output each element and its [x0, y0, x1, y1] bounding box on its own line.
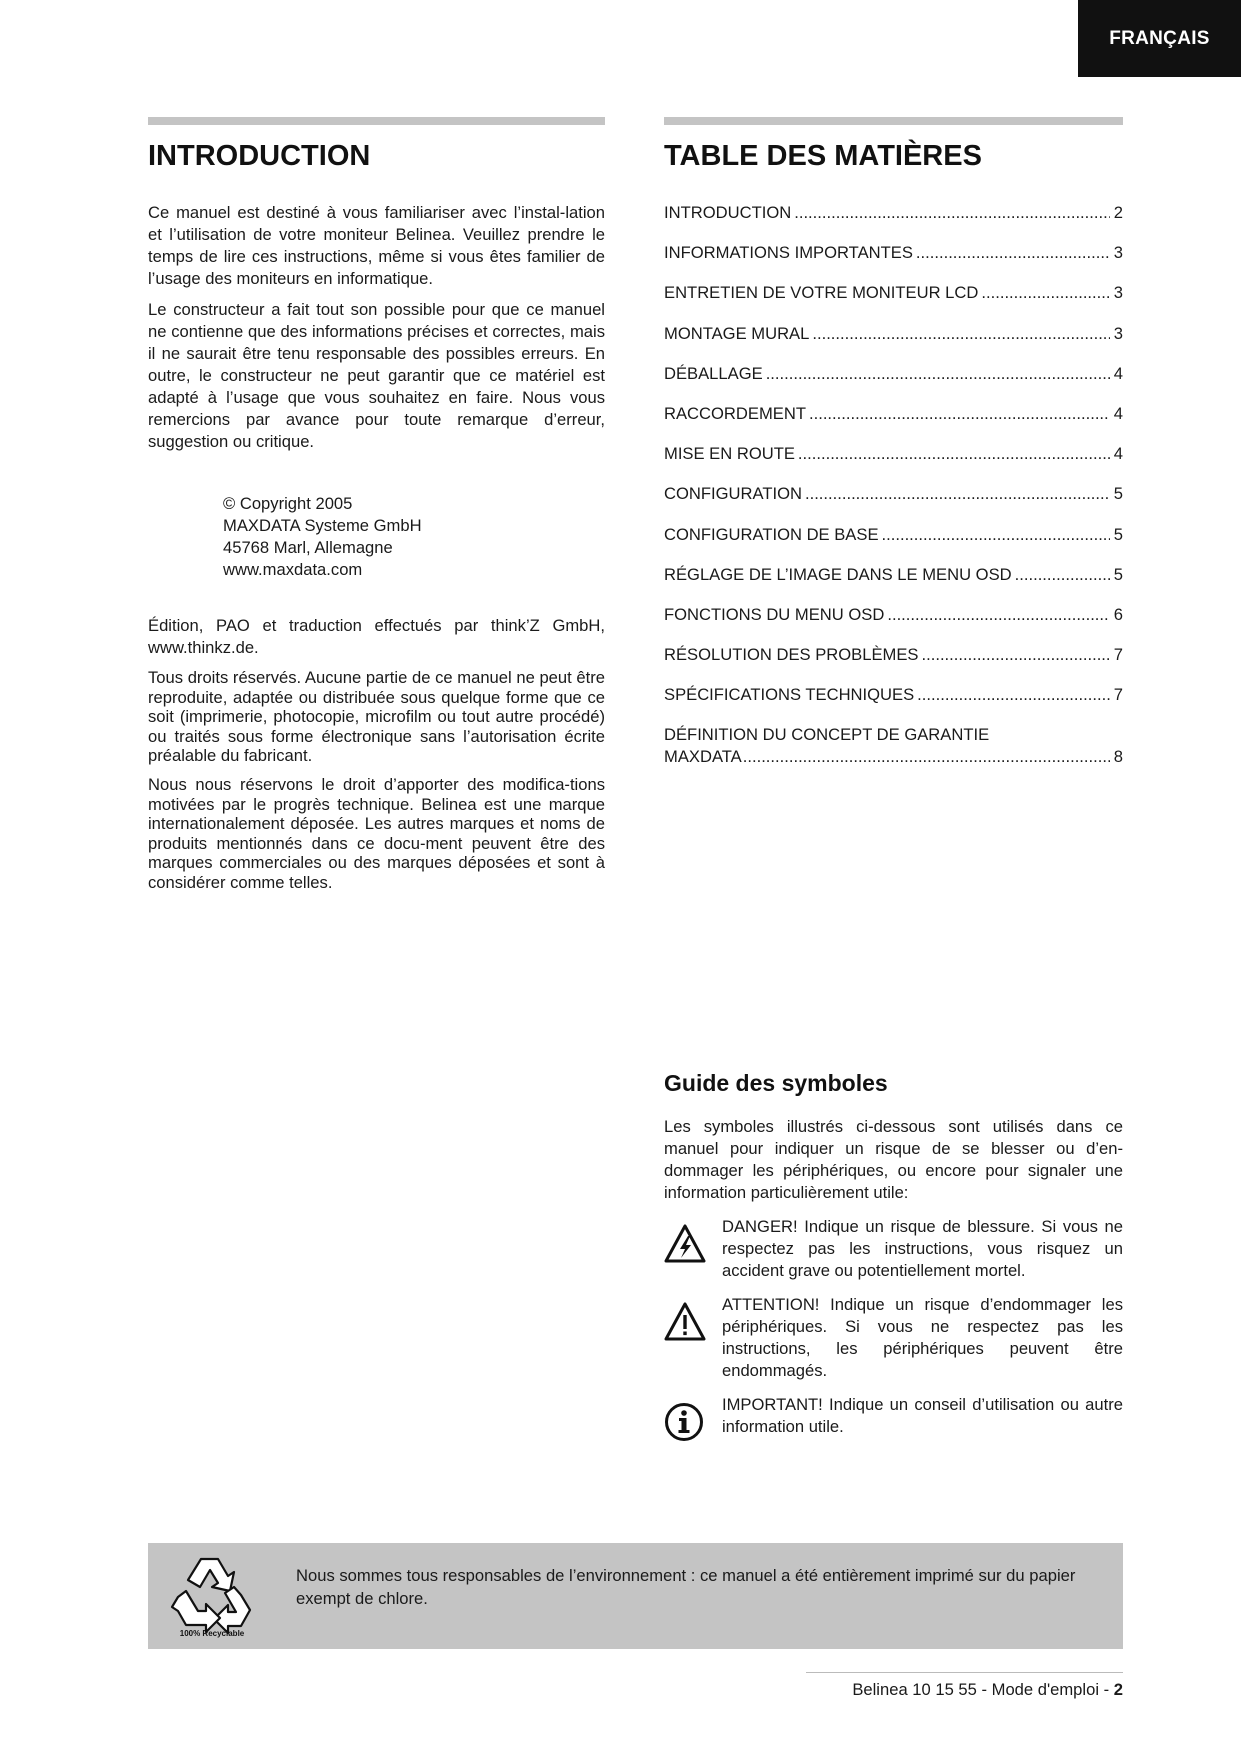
- toc-entry[interactable]: [664, 546, 1123, 586]
- toc-entry[interactable]: [664, 465, 1123, 505]
- toc-entry-title: MONTAGE MURAL: [664, 323, 810, 343]
- copyright-line: © Copyright 2005: [223, 494, 353, 513]
- toc-leader-dots: [981, 282, 1109, 304]
- toc-entry-page: 4: [1113, 363, 1123, 383]
- toc-entry[interactable]: [664, 224, 1123, 264]
- introduction-column: [148, 117, 605, 902]
- toc-entry-title: RÉSOLUTION DES PROBLÈMES: [664, 645, 919, 665]
- section-rule: [148, 117, 605, 125]
- danger-high-voltage-icon: [664, 1224, 706, 1264]
- page-footer: [852, 1680, 1123, 1700]
- toc-leader-dots: [1015, 564, 1110, 586]
- toc-leader-dots: [812, 323, 1109, 345]
- toc-leader-dots: [916, 242, 1110, 264]
- toc-heading: TABLE DES MATIÈRES: [664, 140, 982, 172]
- toc-entry-page: 2: [1113, 203, 1123, 222]
- footer-text: Belinea 10 15 55 - Mode d'emploi -: [852, 1680, 1114, 1699]
- toc-entry-page: 6: [1113, 604, 1123, 624]
- toc-entry-page: 8: [1113, 747, 1123, 767]
- toc-entry-page: 5: [1113, 564, 1123, 584]
- toc-leader-dots: [766, 363, 1110, 385]
- translation-credit: Édition, PAO et traduction effectués par think’Z GmbH, www.thinkz.de.: [148, 616, 605, 657]
- toc-entry-title-continued: MAXDATA: [664, 747, 742, 767]
- toc-leader-dots: [798, 443, 1110, 465]
- toc-entry-title: ENTRETIEN DE VOTRE MONITEUR LCD: [664, 283, 979, 303]
- toc-entry-title: DÉFINITION DU CONCEPT DE GARANTIE: [664, 725, 990, 745]
- toc-entry[interactable]: [664, 385, 1123, 425]
- symbols-guide: [664, 1068, 1123, 1447]
- symbol-description: ATTENTION! Indique un risque d’endommager les périphériques. Si vous ne respectez pas les instructions, les périphériques peuvent être endommagés.: [722, 1295, 1123, 1380]
- toc-entry-title: CONFIGURATION DE BASE: [664, 524, 879, 544]
- toc-leader-dots: [882, 524, 1110, 546]
- company-website: www.maxdata.com: [223, 560, 363, 579]
- toc-leader-dots: [887, 604, 1109, 626]
- copyright-block: [223, 493, 605, 581]
- toc-leader-dots: [917, 684, 1110, 706]
- toc-entry-title: MISE EN ROUTE: [664, 444, 795, 464]
- toc-entry[interactable]: [664, 345, 1123, 385]
- toc-entry-page: 7: [1113, 685, 1123, 705]
- recyclable-label: 100% Recyclable: [179, 1629, 245, 1638]
- toc-entry[interactable]: [664, 724, 1123, 768]
- toc-entry-page: 7: [1113, 645, 1123, 665]
- environment-text: Nous sommes tous responsables de l’environnement : ce manuel a été entièrement imprimé sur du papier exempt de chlore.: [296, 1566, 1076, 1608]
- section-rule: [664, 117, 1123, 125]
- toc-entry[interactable]: [664, 626, 1123, 666]
- toc-entry-page: 4: [1113, 444, 1123, 464]
- toc-entry-title: FONCTIONS DU MENU OSD: [664, 604, 885, 624]
- toc-leader-dots: [809, 403, 1110, 425]
- toc-entry-page: 5: [1113, 484, 1123, 504]
- legal-notes: [148, 615, 605, 893]
- introduction-heading: INTRODUCTION: [148, 140, 371, 172]
- toc-entry-title: CONFIGURATION: [664, 484, 802, 504]
- symbol-description: IMPORTANT! Indique un conseil d’utilisation ou autre information utile.: [722, 1395, 1123, 1436]
- toc-leader-dots: [922, 644, 1110, 666]
- toc-entry-title: SPÉCIFICATIONS TECHNIQUES: [664, 685, 915, 705]
- trademark-paragraph: Nous nous réservons le droit d’apporter des modifica-tions motivées par le progrès technique. Belinea est une marque internationalement déposée. Les autres marques et noms de produits mentionnés dans ce docu-ment peuvent être des marques commerciales ou des marques déposées et sont à considérer comme telles.: [148, 774, 605, 892]
- toc-entry[interactable]: [664, 425, 1123, 465]
- toc-entry[interactable]: [664, 586, 1123, 626]
- toc-leader-dots: [743, 746, 1110, 768]
- toc-entry[interactable]: [664, 304, 1123, 344]
- company-name: MAXDATA Systeme GmbH: [223, 516, 422, 535]
- symbol-item-warning: [664, 1294, 1123, 1382]
- symbol-description: DANGER! Indique un risque de blessure. Si vous ne respectez pas les instructions, vous risquez un accident grave ou potentiellement mortel.: [722, 1217, 1123, 1280]
- toc-entry-page: 5: [1113, 524, 1123, 544]
- symbols-guide-intro: Les symboles illustrés ci-dessous sont utilisés dans ce manuel pour indiquer un risque de se blesser ou d’en-dommager les périphériques, ou encore pour signaler une information particulièrement utile:: [664, 1117, 1123, 1202]
- toc-entry-page: 3: [1113, 243, 1123, 263]
- toc-entry[interactable]: [664, 666, 1123, 706]
- table-of-contents: [664, 202, 1123, 768]
- toc-entry[interactable]: [664, 264, 1123, 304]
- introduction-paragraph: Le constructeur a fait tout son possible pour que ce manuel ne contienne que des informations précises et correctes, mais il ne saurait être tenu responsable des possibles erreurs. En outre, le constructeur ne peut garantir que ce matériel est adapté à l’usage que vous souhaitez en faire. Nous vous remercions par avance pour toute remarque d’erreur, suggestion ou critique.: [148, 300, 605, 451]
- company-address: 45768 Marl, Allemagne: [223, 538, 393, 557]
- toc-entry[interactable]: [664, 505, 1123, 545]
- introduction-body: [148, 202, 605, 453]
- symbol-item-important: [664, 1394, 1123, 1447]
- toc-entry-page: 4: [1113, 403, 1123, 423]
- environment-notice: [148, 1543, 1123, 1649]
- toc-entry-page: 3: [1113, 283, 1123, 303]
- symbol-item-danger: [664, 1216, 1123, 1282]
- toc-entry[interactable]: [664, 202, 1123, 224]
- footer-rule: [806, 1672, 1123, 1673]
- page-number: 2: [1113, 1680, 1123, 1699]
- toc-entry-title: INFORMATIONS IMPORTANTES: [664, 243, 913, 263]
- toc-column: [664, 117, 1123, 768]
- symbols-guide-heading: Guide des symboles: [664, 1070, 888, 1096]
- introduction-paragraph: Ce manuel est destiné à vous familiariser avec l’instal-lation et l’utilisation de votre moniteur Belinea. Veuillez prendre le temps de lire ces instructions, même si vous êtes familier de l’usage des moniteurs en informatique.: [148, 203, 605, 288]
- toc-entry-title: INTRODUCTION: [664, 203, 792, 222]
- toc-leader-dots: [794, 202, 1110, 224]
- toc-entry-title: RÉGLAGE DE L’IMAGE DANS LE MENU OSD: [664, 564, 1012, 584]
- rights-reserved-paragraph: Tous droits réservés. Aucune partie de ce manuel ne peut être reproduite, adaptée ou distribuée sous quelque forme que ce soit (imprimerie, photocopie, microfilm ou tout autre procédé) ou traités sous forme électronique sans l’autorisation écrite préalable du fabricant.: [148, 668, 605, 766]
- toc-entry-title: DÉBALLAGE: [664, 363, 763, 383]
- language-tab: FRANÇAIS: [1078, 0, 1241, 77]
- info-icon: [664, 1402, 704, 1442]
- warning-exclamation-icon: [664, 1302, 706, 1342]
- toc-entry-title: RACCORDEMENT: [664, 403, 806, 423]
- toc-leader-dots: [805, 483, 1110, 505]
- toc-entry-page: 3: [1113, 323, 1123, 343]
